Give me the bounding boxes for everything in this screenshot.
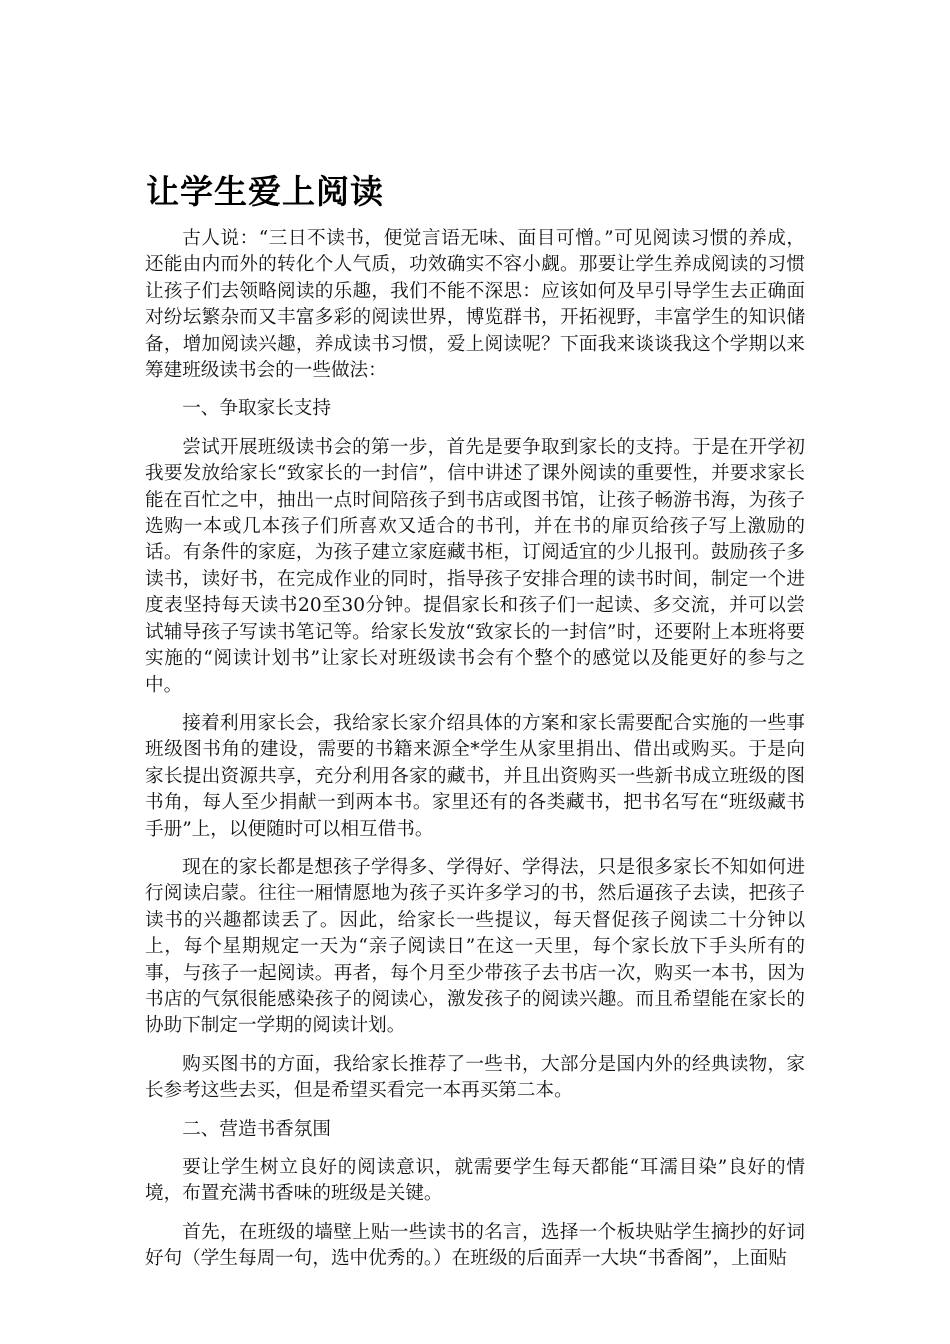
section-heading-1: 一、争取家长支持 xyxy=(182,398,331,420)
body-paragraph: 尝试开展班级读书会的第一步，首先是要争取到家长的支持。于是在开学初我要发放给家长“致家长的一封信”，信中讲述了课外阅读的重要性，并要求家长能在百忙之中，抽出一点时间陪孩子到书店或图书馆，让孩子畅游书海，为孩子选购一本或几本孩子们所喜欢又适合的书刊，并在书的扉页给孩子写上激励的话。有条件的家庭，为孩子建立家庭藏书柜，订阅适宜的少儿报刊。鼓励孩子多读书，读好书，在完成作业的同时，指导孩子安排合理的读书时间，制定一个进度表坚持每天读书20至30分钟。提倡家长和孩子们一起读、多交流，并可以尝试辅导孩子写读书笔记等。给家长发放“致家长的一封信”时，还要附上本班将要实施的“阅读计划书”让家长对班级读书会有个整个的感觉以及能更好的参与之中。 xyxy=(145,436,805,696)
body-paragraph: 要让学生树立良好的阅读意识，就需要学生每天都能“耳濡目染”良好的情境，布置充满书香味的班级是关键。 xyxy=(145,1157,805,1205)
body-paragraph: 首先，在班级的墙壁上贴一些读书的名言，选择一个板块贴学生摘抄的好词好句（学生每周一句，选中优秀的。）在班级的后面弄一大块“书香阁”，上面贴 xyxy=(145,1221,805,1270)
body-paragraph: 接着利用家长会，我给家长家介绍具体的方案和家长需要配合实施的一些事班级图书角的建设，需要的书籍来源全*学生从家里捐出、借出或购买。于是向家长提出资源共享，充分利用各家的藏书，并且出资购买一些新书成立班级的图书角，每人至少捐献一到两本书。家里还有的各类藏书，把书名写在“班级藏书手册”上，以便随时可以相互借书。 xyxy=(145,712,805,840)
document-title: 让学生爱上阅读 xyxy=(146,172,384,211)
intro-paragraph: 古人说：“三日不读书，便觉言语无味、面目可憎。”可见阅读习惯的养成，还能由内而外的转化个人气质，功效确实不容小觑。那要让学生养成阅读的习惯让孩子们去领略阅读的乐趣，我们不能不深思：应该如何及早引导学生去正确面对纷坛繁杂而又丰富多彩的阅读世界，博览群书，开拓视野，丰富学生的知识储备，增加阅读兴趣，养成读书习惯，爱上阅读呢？下面我来谈谈我这个学期以来筹建班级读书会的一些做法： xyxy=(145,228,805,382)
body-paragraph: 购买图书的方面，我给家长推荐了一些书，大部分是国内外的经典读物，家长参考这些去买，但是希望买看完一本再买第二本。 xyxy=(145,1053,805,1102)
document-body xyxy=(145,226,805,1285)
body-paragraph: 现在的家长都是想孩子学得多、学得好、学得法，只是很多家长不知如何进行阅读启蒙。往往一厢情愿地为孩子买许多学习的书，然后逼孩子去读，把孩子读书的兴趣都读丢了。因此，给家长一些提议，每天督促孩子阅读二十分钟以上，每个星期规定一天为“亲子阅读日”在这一天里，每个家长放下手头所有的事，与孩子一起阅读。再者，每个月至少带孩子去书店一次，购买一本书，因为书店的气氛很能感染孩子的阅读心，激发孩子的阅读兴趣。而且希望能在家长的协助下制定一学期的阅读计划。 xyxy=(145,856,805,1037)
section-heading-2: 二、营造书香氛围 xyxy=(182,1118,331,1140)
